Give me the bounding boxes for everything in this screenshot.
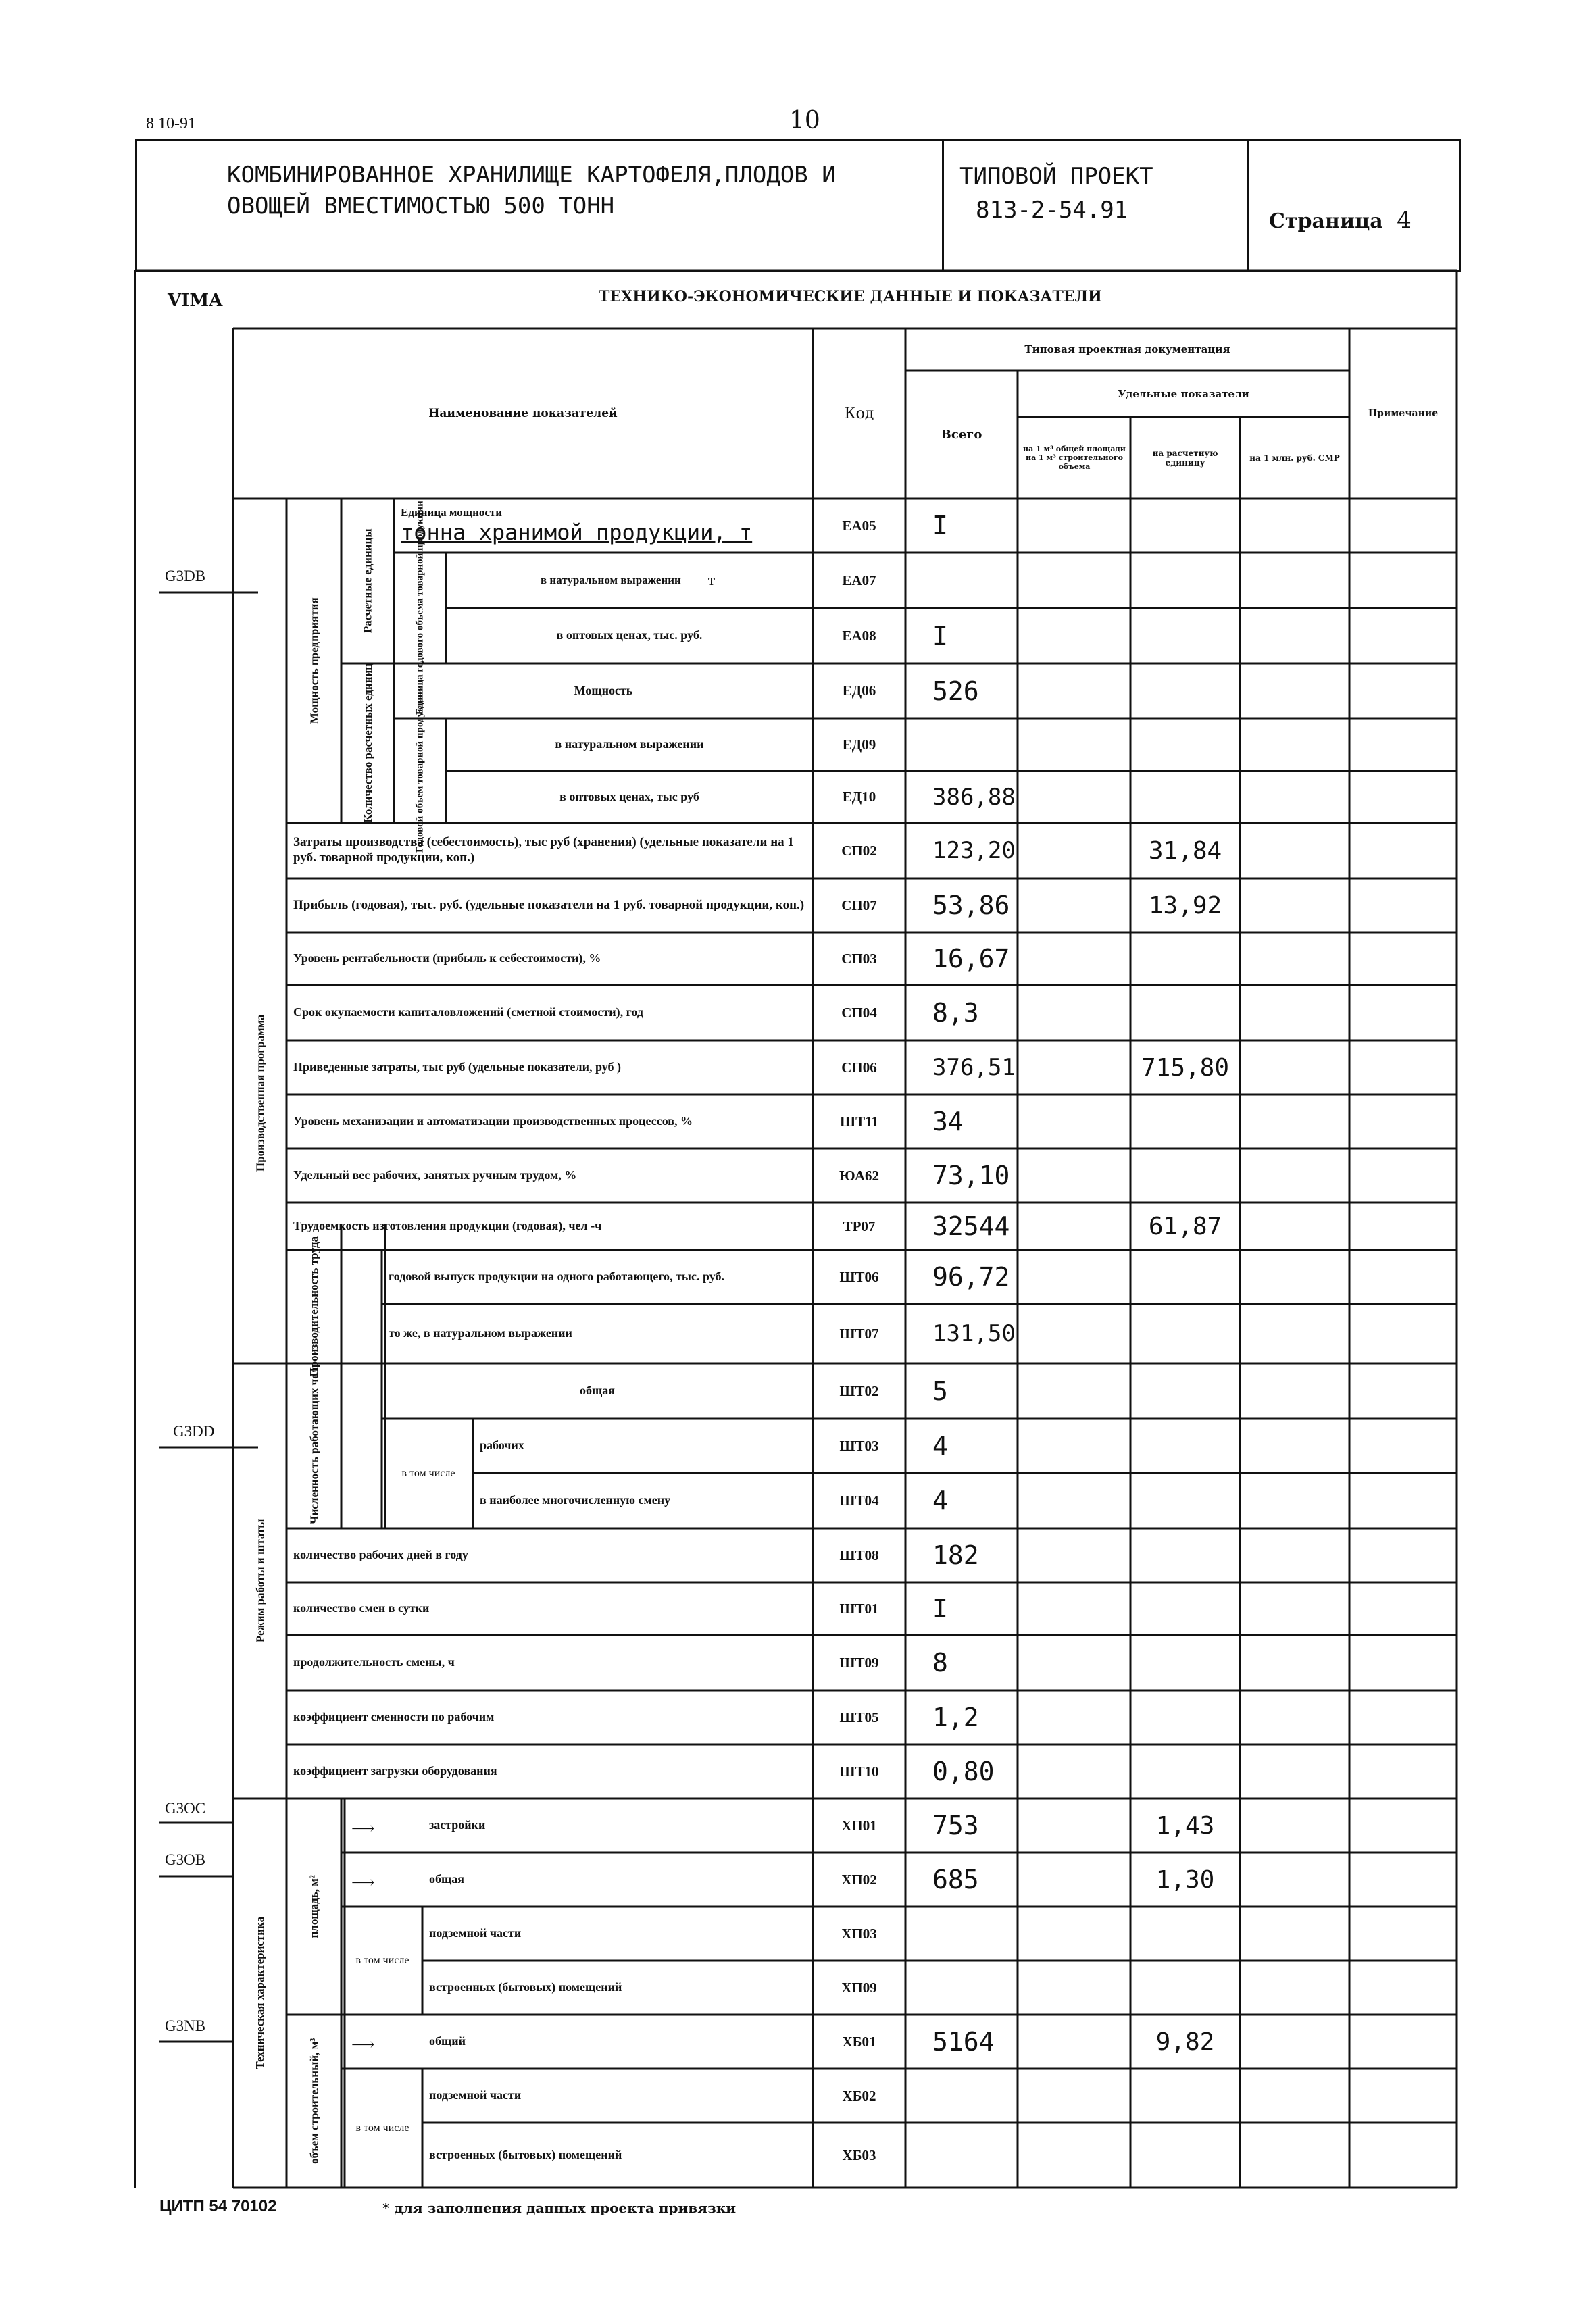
- arrow-icon: ⟶: [351, 2035, 375, 2054]
- side-tag-g3db: G3DB: [165, 568, 206, 584]
- sheet-code: 8 10-91: [146, 115, 196, 132]
- row-name: [389, 1363, 806, 1419]
- row-total-value: 53,86: [932, 890, 1010, 920]
- row-per-unit-value: [1130, 1250, 1240, 1304]
- row-name-text: встроенных (бытовых) помещений: [429, 1980, 622, 1994]
- row-per-unit-value: [1130, 608, 1240, 663]
- row-total-value: 123,20: [932, 837, 1016, 864]
- col-note-header: Примечание: [1368, 408, 1439, 419]
- row-name: [429, 2123, 806, 2188]
- row-code: ХП02: [841, 1871, 877, 1888]
- row-per-mln-value: [1240, 608, 1349, 663]
- row-per-mln-value: [1240, 771, 1349, 823]
- row-name-text: Удельный вес рабочих, занятых ручным трудом, %: [293, 1168, 577, 1182]
- col-per-unit-header: на расчетную единицу: [1152, 448, 1218, 468]
- row-total-value: 753: [932, 1811, 979, 1840]
- row-per-unit-value: 715,80: [1141, 1053, 1230, 1082]
- row-per-mln-value: [1240, 2069, 1349, 2123]
- row-name-text: Уровень рентабельности (прибыль к себестоимости), %: [293, 951, 601, 965]
- row-total-value: [932, 1961, 1018, 2015]
- row-name: [480, 1473, 806, 1528]
- row-total-value: 685: [932, 1865, 979, 1894]
- row-total-value: [932, 2123, 1018, 2188]
- row-per-unit-value: [1130, 663, 1240, 718]
- row-name-text: продолжительность смены, ч: [293, 1655, 455, 1669]
- row-per-unit-value: [1130, 1149, 1240, 1203]
- row-name: [293, 985, 806, 1040]
- project-label: ТИПОВОЙ ПРОЕКТ: [959, 163, 1153, 190]
- row-name: [429, 1961, 806, 2015]
- col-typical-header: Типовая проектная документация: [1024, 343, 1230, 355]
- group-capacity: Мощность предприятия: [307, 597, 321, 724]
- row-code: ЕА08: [842, 627, 876, 644]
- row-name-text: то же, в натуральном выражении: [389, 1326, 572, 1340]
- row-name: [429, 1907, 806, 1961]
- row-total-value: 376,51: [932, 1054, 1016, 1081]
- arrow-icon: ⟶: [351, 1873, 375, 1892]
- row-per-mln-value: [1240, 985, 1349, 1040]
- row-per-mln-value: [1240, 1961, 1349, 2015]
- row-total-value: [932, 2069, 1018, 2123]
- row-total-value: 8,3: [932, 998, 979, 1028]
- row-name-text: Единица мощности: [401, 505, 503, 519]
- row-code: ХБ03: [842, 2146, 876, 2163]
- row-per-unit-value: 1,43: [1155, 1811, 1215, 1840]
- row-per-unit-value: [1130, 1304, 1240, 1363]
- row-per-mln-value: [1240, 1149, 1349, 1203]
- group-technical: Техническая характеристика: [253, 1917, 267, 2069]
- row-name-text: Мощность: [574, 683, 633, 697]
- row-name: [293, 1040, 806, 1095]
- side-tag-g3dd: G3DD: [173, 1423, 215, 1440]
- arrow-icon: ⟶: [351, 1819, 375, 1838]
- row-name-text: рабочих: [480, 1438, 524, 1453]
- row-per-mln-value: [1240, 663, 1349, 718]
- col-per-mln-header: на 1 млн. руб. СМР: [1249, 453, 1340, 463]
- row-code: ШТ03: [839, 1437, 879, 1454]
- row-per-mln-value: [1240, 1040, 1349, 1095]
- row-name-text: Прибыль (годовая), тыс. руб. (удельные показатели на 1 руб. товарной продукции, коп.): [293, 897, 805, 912]
- row-code: ЮА62: [839, 1167, 879, 1184]
- row-per-mln-value: [1240, 1095, 1349, 1149]
- row-per-mln-value: [1240, 1203, 1349, 1250]
- row-per-unit-value: [1130, 771, 1240, 823]
- row-per-mln-value: [1240, 823, 1349, 878]
- col-code-header: Код: [844, 405, 874, 422]
- title-line-2: ОВОЩЕЙ ВМЕСТИМОСТЬЮ 500 ТОНН: [227, 193, 615, 220]
- row-code: ЕД06: [842, 682, 876, 699]
- row-name-text: Затраты производства (себестоимость), тыс руб (хранения) (удельные показатели на 1 руб. товарной продукции, коп.): [293, 835, 794, 865]
- group-annual-volume-unit: Единица годового объема товарной продукции: [414, 501, 426, 715]
- row-per-unit-value: [1130, 1363, 1240, 1419]
- row-name-text: Уровень механизации и автоматизации производственных процессов, %: [293, 1114, 693, 1128]
- row-name: [429, 2015, 806, 2069]
- row-name: [293, 1203, 806, 1250]
- row-name: [389, 1304, 806, 1363]
- row-per-mln-value: [1240, 1473, 1349, 1528]
- row-total-value: I: [932, 1594, 948, 1624]
- row-code: ШТ07: [839, 1325, 879, 1342]
- row-total-value: 96,72: [932, 1262, 1010, 1292]
- page-label: Страница: [1269, 209, 1383, 233]
- row-total-value: 16,67: [932, 944, 1010, 974]
- row-per-mln-value: [1240, 1635, 1349, 1690]
- row-code: ХП03: [841, 1925, 877, 1942]
- page-value: 4: [1397, 207, 1412, 234]
- row-code: ШТ05: [839, 1709, 879, 1726]
- row-total-value: 34: [932, 1107, 964, 1136]
- col-per-m3-header: на 1 м³ общей площади на 1 м³ строительного объема: [1023, 445, 1126, 471]
- row-per-unit-value: [1130, 553, 1240, 608]
- row-name-text: количество рабочих дней в году: [293, 1548, 468, 1562]
- row-total-value: [932, 1907, 1018, 1961]
- title-line-1: КОМБИНИРОВАННОЕ ХРАНИЛИЩЕ КАРТОФЕЛЯ,ПЛОДОВ И: [227, 161, 836, 188]
- row-name-text: подземной части: [429, 2088, 522, 2103]
- row-total-value: 1,2: [932, 1703, 979, 1732]
- row-per-unit-value: [1130, 499, 1240, 553]
- row-code: ШТ10: [839, 1763, 879, 1780]
- row-name-text: застройки: [429, 1818, 486, 1832]
- row-total-value: 8: [932, 1648, 948, 1678]
- row-code: СП07: [841, 897, 877, 913]
- row-name: [293, 1690, 806, 1744]
- side-tag-g3oc: G3OC: [165, 1800, 206, 1817]
- group-headcount: Численность работающих чел: [307, 1367, 321, 1525]
- row-total-value: I: [932, 621, 948, 651]
- row-name-text: годовой выпуск продукции на одного работающего, тыс. руб.: [389, 1269, 724, 1284]
- row-name-text: коэффициент сменности по рабочим: [293, 1710, 495, 1724]
- row-name: [401, 499, 806, 553]
- row-name-text: Трудоемкость изготовления продукции (годовая), чел -ч: [293, 1219, 602, 1233]
- group-work-mode-staff: Режим работы и штаты: [253, 1519, 267, 1643]
- row-code: ШТ02: [839, 1382, 879, 1399]
- row-per-unit-value: [1130, 2123, 1240, 2188]
- row-name-text: общая: [429, 1872, 464, 1886]
- row-name-text: подземной части: [429, 1926, 522, 1940]
- row-per-unit-value: [1130, 1690, 1240, 1744]
- row-code: ШТ01: [839, 1600, 879, 1617]
- row-code: ХП01: [841, 1817, 877, 1834]
- group-area: площадь, м²: [307, 1875, 321, 1938]
- project-number: 813-2-54.91: [976, 197, 1128, 224]
- form-code: VIMA: [168, 291, 223, 311]
- row-code: СП02: [841, 842, 877, 859]
- group-labor-productivity: Производительность труда: [307, 1236, 321, 1377]
- row-per-unit-value: [1130, 718, 1240, 771]
- row-per-mln-value: [1240, 1250, 1349, 1304]
- row-name: [429, 1853, 806, 1907]
- row-name-text: общая: [580, 1384, 615, 1398]
- row-per-unit-value: [1130, 2069, 1240, 2123]
- row-code: ТР07: [843, 1217, 876, 1234]
- row-code: ХБ01: [842, 2033, 876, 2050]
- row-code: СП03: [841, 950, 877, 967]
- footer-note: * для заполнения данных проекта привязки: [382, 2200, 737, 2216]
- row-per-mln-value: [1240, 878, 1349, 932]
- row-name-text: коэффициент загрузки оборудования: [293, 1764, 497, 1778]
- row-name: [293, 823, 806, 878]
- row-per-mln-value: [1240, 1907, 1349, 1961]
- row-name-text: количество смен в сутки: [293, 1601, 430, 1615]
- row-per-unit-value: [1130, 1961, 1240, 2015]
- row-code: ШТ06: [839, 1268, 879, 1285]
- row-per-unit-value: [1130, 1473, 1240, 1528]
- group-production-program: Производственная программа: [253, 1014, 267, 1172]
- row-name: [453, 718, 806, 771]
- row-per-mln-value: [1240, 1363, 1349, 1419]
- row-per-mln-value: [1240, 1528, 1349, 1582]
- col-total-header: Всего: [941, 427, 982, 442]
- row-per-unit-value: [1130, 1095, 1240, 1149]
- row-code: ШТ11: [840, 1113, 878, 1130]
- row-total-value: 131,50: [932, 1320, 1016, 1347]
- row-per-unit-value: [1130, 1635, 1240, 1690]
- row-code: ЕД09: [842, 736, 876, 753]
- row-code: ХБ02: [842, 2087, 876, 2104]
- col-specific-header: Удельные показатели: [1118, 387, 1249, 400]
- row-name: [293, 1528, 806, 1582]
- row-per-mln-value: [1240, 932, 1349, 985]
- row-name: [429, 1799, 806, 1853]
- incl-label-volume: в том числе: [355, 2122, 409, 2134]
- row-per-mln-value: [1240, 1744, 1349, 1799]
- incl-label-staff: в том числе: [401, 1467, 455, 1479]
- row-code: ШТ09: [839, 1654, 879, 1671]
- row-per-unit-value: [1130, 1907, 1240, 1961]
- row-total-value: 5: [932, 1376, 948, 1406]
- row-per-unit-value: [1130, 1744, 1240, 1799]
- group-volume: объем строительный, м³: [307, 2038, 321, 2165]
- row-total-value: 32544: [932, 1211, 1010, 1241]
- row-name: [293, 1149, 806, 1203]
- group-annual-volume: Годовой объем товарной продукции: [414, 688, 426, 853]
- row-code: ЕА07: [842, 572, 876, 588]
- row-handwritten-value: т: [707, 571, 716, 589]
- side-tag-g3ob: G3OB: [165, 1851, 206, 1868]
- row-code: ЕА05: [842, 517, 876, 534]
- section-title: ТЕХНИКО-ЭКОНОМИЧЕСКИЕ ДАННЫЕ И ПОКАЗАТЕЛИ: [599, 288, 1102, 305]
- row-name-text: Срок окупаемости капиталовложений (сметной стоимости), год: [293, 1005, 643, 1020]
- row-per-mln-value: [1240, 1304, 1349, 1363]
- row-total-value: [932, 718, 1018, 771]
- row-per-mln-value: [1240, 1799, 1349, 1853]
- row-name: [293, 1744, 806, 1799]
- row-code: ШТ08: [839, 1546, 879, 1563]
- row-code: ШТ04: [839, 1492, 879, 1509]
- row-name-text: в наиболее многочисленную смену: [480, 1493, 671, 1507]
- row-total-value: 182: [932, 1540, 979, 1570]
- side-tag-g3nb: G3NB: [165, 2017, 206, 2034]
- group-design-units: Расчетные единицы: [361, 528, 374, 634]
- row-per-mln-value: [1240, 1690, 1349, 1744]
- row-name-text: Приведенные затраты, тыс руб (удельные показатели, руб ): [293, 1060, 621, 1074]
- row-total-value: 526: [932, 676, 979, 706]
- row-total-value: 73,10: [932, 1161, 1010, 1190]
- row-per-mln-value: [1240, 1853, 1349, 1907]
- row-name-text: в натуральном выражении: [541, 573, 681, 586]
- row-total-value: [932, 553, 1018, 608]
- row-per-mln-value: [1240, 718, 1349, 771]
- row-name-text: в натуральном выражении: [555, 737, 704, 751]
- row-per-unit-value: 13,92: [1148, 891, 1222, 920]
- row-per-unit-value: [1130, 985, 1240, 1040]
- row-per-unit-value: [1130, 1528, 1240, 1582]
- row-code: ЕД10: [842, 788, 876, 805]
- row-per-mln-value: [1240, 553, 1349, 608]
- row-per-mln-value: [1240, 2015, 1349, 2069]
- row-per-mln-value: [1240, 2123, 1349, 2188]
- row-per-mln-value: [1240, 1582, 1349, 1635]
- row-per-unit-value: [1130, 1419, 1240, 1473]
- row-per-unit-value: [1130, 932, 1240, 985]
- row-per-mln-value: [1240, 1419, 1349, 1473]
- row-per-mln-value: [1240, 499, 1349, 553]
- footer-code: ЦИТП 54 70102: [159, 2197, 277, 2215]
- row-per-unit-value: 31,84: [1148, 836, 1222, 865]
- row-name: [480, 1419, 806, 1473]
- row-name: [453, 608, 806, 663]
- row-name-text: в оптовых ценах, тыс. руб.: [556, 628, 703, 643]
- row-name: [293, 932, 806, 985]
- group-design-unit-count: Количество расчетных единиц: [361, 663, 374, 823]
- row-per-unit-value: [1130, 1582, 1240, 1635]
- row-name: [429, 2069, 806, 2123]
- row-name: [453, 771, 806, 823]
- row-name: [293, 1095, 806, 1149]
- row-total-value: 386,88: [932, 783, 1016, 811]
- row-name: [401, 663, 806, 718]
- row-name: [293, 1635, 806, 1690]
- row-code: СП04: [841, 1004, 877, 1021]
- row-code: ХП09: [841, 1979, 877, 1996]
- row-name: [389, 1250, 806, 1304]
- row-name-text: в оптовых ценах, тыс руб: [559, 789, 699, 803]
- row-name: [293, 878, 806, 932]
- row-name-text: общий: [429, 2034, 466, 2048]
- row-total-value: I: [932, 511, 948, 540]
- row-name-text: встроенных (бытовых) помещений: [429, 2148, 622, 2162]
- row-per-unit-value: 9,82: [1155, 2028, 1215, 2056]
- row-code: СП06: [841, 1059, 877, 1076]
- col-name-header: Наименование показателей: [428, 407, 618, 420]
- row-per-unit-value: 61,87: [1148, 1212, 1222, 1240]
- row-total-value: 5164: [932, 2027, 995, 2057]
- row-per-unit-value: 1,30: [1155, 1865, 1215, 1894]
- row-handwritten-value: тонна хранимой продукции, т: [401, 520, 753, 545]
- row-total-value: 0,80: [932, 1757, 995, 1786]
- row-name: [293, 1582, 806, 1635]
- row-total-value: 4: [932, 1431, 948, 1461]
- row-total-value: 4: [932, 1486, 948, 1515]
- incl-label-area: в том числе: [355, 1955, 409, 1966]
- page-number: 10: [789, 107, 820, 134]
